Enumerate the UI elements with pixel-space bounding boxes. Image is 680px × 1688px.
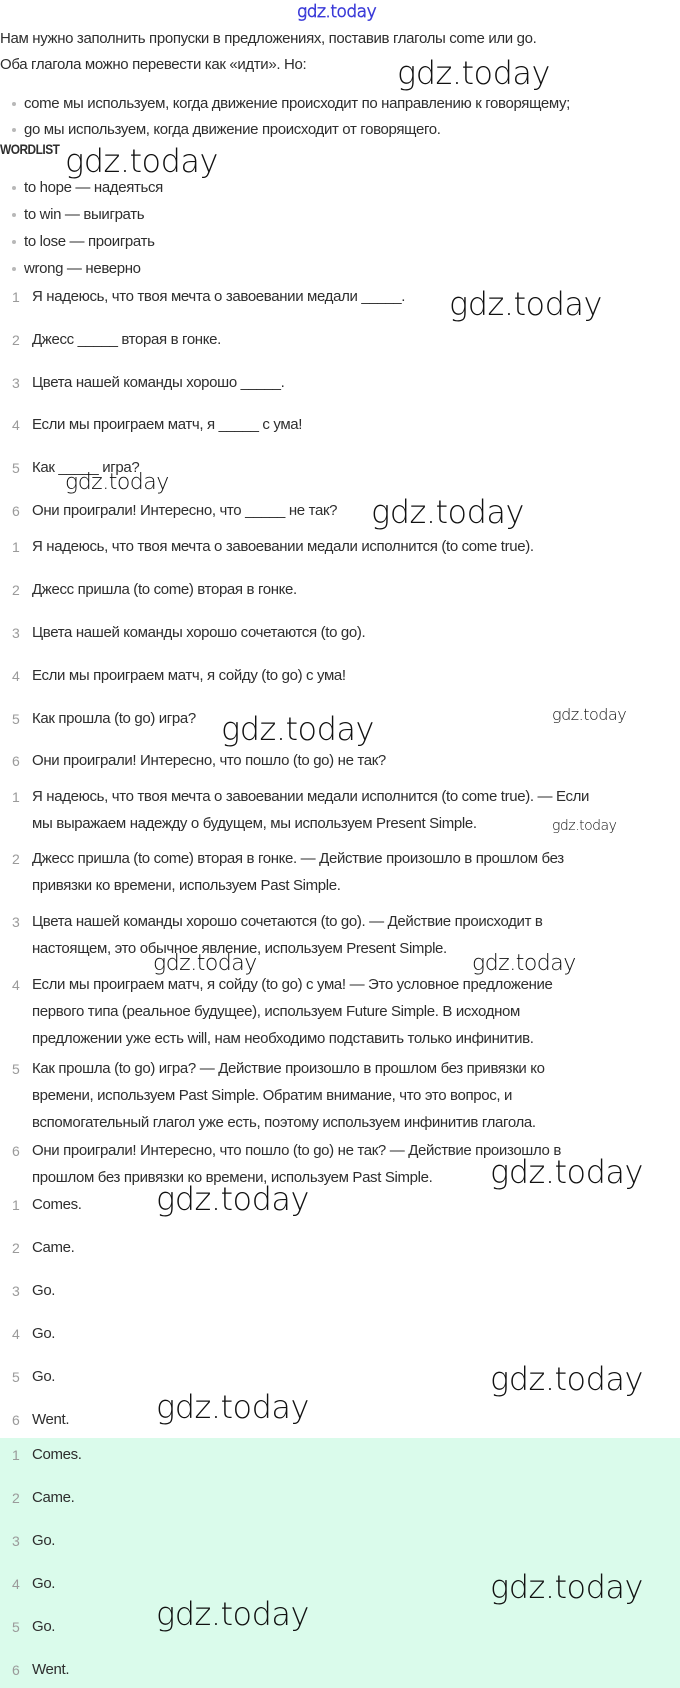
intro-line: Оба глагола можно перевести как «идти». Но: (0, 56, 307, 73)
item-number: 5 (12, 711, 20, 727)
wordlist-item: to hope — надеяться (24, 179, 163, 196)
item-number: 3 (12, 1283, 20, 1299)
translation-line: Я надеюсь, что твоя мечта о завоевании медали исполнится (to come true). (32, 538, 534, 555)
intro-line: Нам нужно заполнить пропуски в предложениях, поставив глаголы come или go. (0, 30, 537, 47)
translation-line: Как прошла (to go) игра? (32, 710, 196, 727)
watermark: gdz.today (371, 492, 524, 531)
bullet-icon (12, 128, 16, 132)
explanation-line: прошлом без привязки ко времени, используем Past Simple. (32, 1169, 433, 1186)
answers-line: Came. (32, 1239, 75, 1256)
item-number: 2 (12, 1490, 20, 1506)
answers_highlighted-line: Go. (32, 1532, 56, 1549)
explanation-line: Если мы проиграем матч, я сойду (to go) с ума! — Это условное предложение (32, 976, 553, 993)
item-number: 2 (12, 582, 20, 598)
item-number: 3 (12, 375, 20, 391)
bullet-icon (12, 186, 16, 190)
answers_highlighted-line: Came. (32, 1489, 75, 1506)
exercise-line: Цвета нашей команды хорошо _____. (32, 374, 285, 391)
item-number: 1 (12, 539, 20, 555)
item-number: 6 (12, 753, 20, 769)
explanation-line: вспомогательный глагол уже есть, поэтому используем инфинитив глагола. (32, 1114, 536, 1131)
answers-line: Go. (32, 1325, 56, 1342)
item-number: 3 (12, 1533, 20, 1549)
watermark: gdz.today (397, 53, 550, 92)
translation-line: Если мы проиграем матч, я сойду (to go) с ума! (32, 667, 346, 684)
item-number: 1 (12, 1197, 20, 1213)
exercise-line: Если мы проиграем матч, я _____ с ума! (32, 416, 303, 433)
translation-line: Они проиграли! Интересно, что пошло (to go) не так? (32, 752, 386, 769)
explanation-line: Как прошла (to go) игра? — Действие произошло в прошлом без привязки ко (32, 1060, 545, 1077)
item-number: 6 (12, 1143, 20, 1159)
bullet-icon (12, 267, 16, 271)
watermark: gdz.today (552, 818, 617, 835)
item-number: 2 (12, 851, 20, 867)
answers-line: Comes. (32, 1196, 82, 1213)
item-number: 5 (12, 1369, 20, 1385)
wordlist-item: to win — выиграть (24, 206, 145, 223)
item-number: 5 (12, 1061, 20, 1077)
watermark: gdz.today (221, 709, 374, 748)
wordlist-item: wrong — неверно (24, 260, 141, 277)
item-number: 4 (12, 977, 20, 993)
item-number: 4 (12, 1576, 20, 1592)
item-number: 6 (12, 1662, 20, 1678)
watermark: gdz.today (490, 1152, 643, 1191)
item-number: 5 (12, 1619, 20, 1635)
watermark: gdz.today (490, 1567, 643, 1606)
explanation-line: Цвета нашей команды хорошо сочетаются (to go). — Действие происходит в (32, 913, 543, 930)
answers-line: Went. (32, 1411, 70, 1428)
watermark: gdz.today (449, 284, 602, 323)
bullet-icon (12, 102, 16, 106)
watermark: gdz.today (552, 704, 627, 724)
translation-line: Джесс пришла (to come) вторая в гонке. (32, 581, 297, 598)
item-number: 3 (12, 914, 20, 930)
answers_highlighted-line: Comes. (32, 1446, 82, 1463)
item-number: 4 (12, 1326, 20, 1342)
explanation-line: мы выражаем надежду о будущем, мы используем Present Simple. (32, 815, 477, 832)
watermark: gdz.today (65, 141, 218, 180)
watermark: gdz.today (490, 1359, 643, 1398)
answers-line: Go. (32, 1282, 56, 1299)
explanation-line: первого типа (реальное будущее), используем Future Simple. В исходном (32, 1003, 520, 1020)
item-number: 1 (12, 1447, 20, 1463)
watermark: gdz.today (153, 950, 257, 976)
answers-line: Go. (32, 1368, 56, 1385)
bullet-icon (12, 213, 16, 217)
rule-item: come мы используем, когда движение происходит по направлению к говорящему; (24, 95, 570, 112)
answers_highlighted-line: Go. (32, 1618, 56, 1635)
rule-item: go мы используем, когда движение происходит от говорящего. (24, 121, 441, 138)
explanation-line: Джесс пришла (to come) вторая в гонке. — Действие произошло в прошлом без (32, 850, 564, 867)
bullet-icon (12, 240, 16, 244)
exercise-line: Как _____ игра? (32, 459, 140, 476)
item-number: 2 (12, 1240, 20, 1256)
explanation-line: предложении уже есть will, нам необходимо подставить только инфинитив. (32, 1030, 534, 1047)
item-number: 1 (12, 789, 20, 805)
watermark: gdz.today (65, 469, 169, 495)
translation-line: Цвета нашей команды хорошо сочетаются (to go). (32, 624, 366, 641)
exercise-line: Джесс _____ вторая в гонке. (32, 331, 221, 348)
explanation-line: Они проиграли! Интересно, что пошло (to go) не так? — Действие произошло в (32, 1142, 561, 1159)
watermark: gdz.today (156, 1387, 309, 1426)
item-number: 5 (12, 460, 20, 476)
watermark: gdz.today (156, 1594, 309, 1633)
explanation-line: времени, используем Past Simple. Обратим внимание, что это вопрос, и (32, 1087, 513, 1104)
explanation-line: настоящем, это обычное явление, используем Present Simple. (32, 940, 447, 957)
header-watermark: gdz.today (297, 2, 377, 22)
item-number: 4 (12, 417, 20, 433)
item-number: 6 (12, 503, 20, 519)
highlighted-answers-panel (0, 1438, 680, 1688)
watermark: gdz.today (156, 1179, 309, 1218)
explanation-line: привязки ко времени, используем Past Simple. (32, 877, 341, 894)
item-number: 1 (12, 289, 20, 305)
exercise-line: Они проиграли! Интересно, что _____ не так? (32, 502, 338, 519)
answers_highlighted-line: Go. (32, 1575, 56, 1592)
item-number: 3 (12, 625, 20, 641)
wordlist-item: to lose — проиграть (24, 233, 155, 250)
explanation-line: Я надеюсь, что твоя мечта о завоевании медали исполнится (to come true). — Если (32, 788, 590, 805)
watermark: gdz.today (472, 950, 576, 976)
exercise-line: Я надеюсь, что твоя мечта о завоевании медали _____. (32, 288, 406, 305)
wordlist-title: WORDLIST (0, 141, 60, 157)
answers_highlighted-line: Went. (32, 1661, 70, 1678)
item-number: 2 (12, 332, 20, 348)
item-number: 4 (12, 668, 20, 684)
item-number: 6 (12, 1412, 20, 1428)
